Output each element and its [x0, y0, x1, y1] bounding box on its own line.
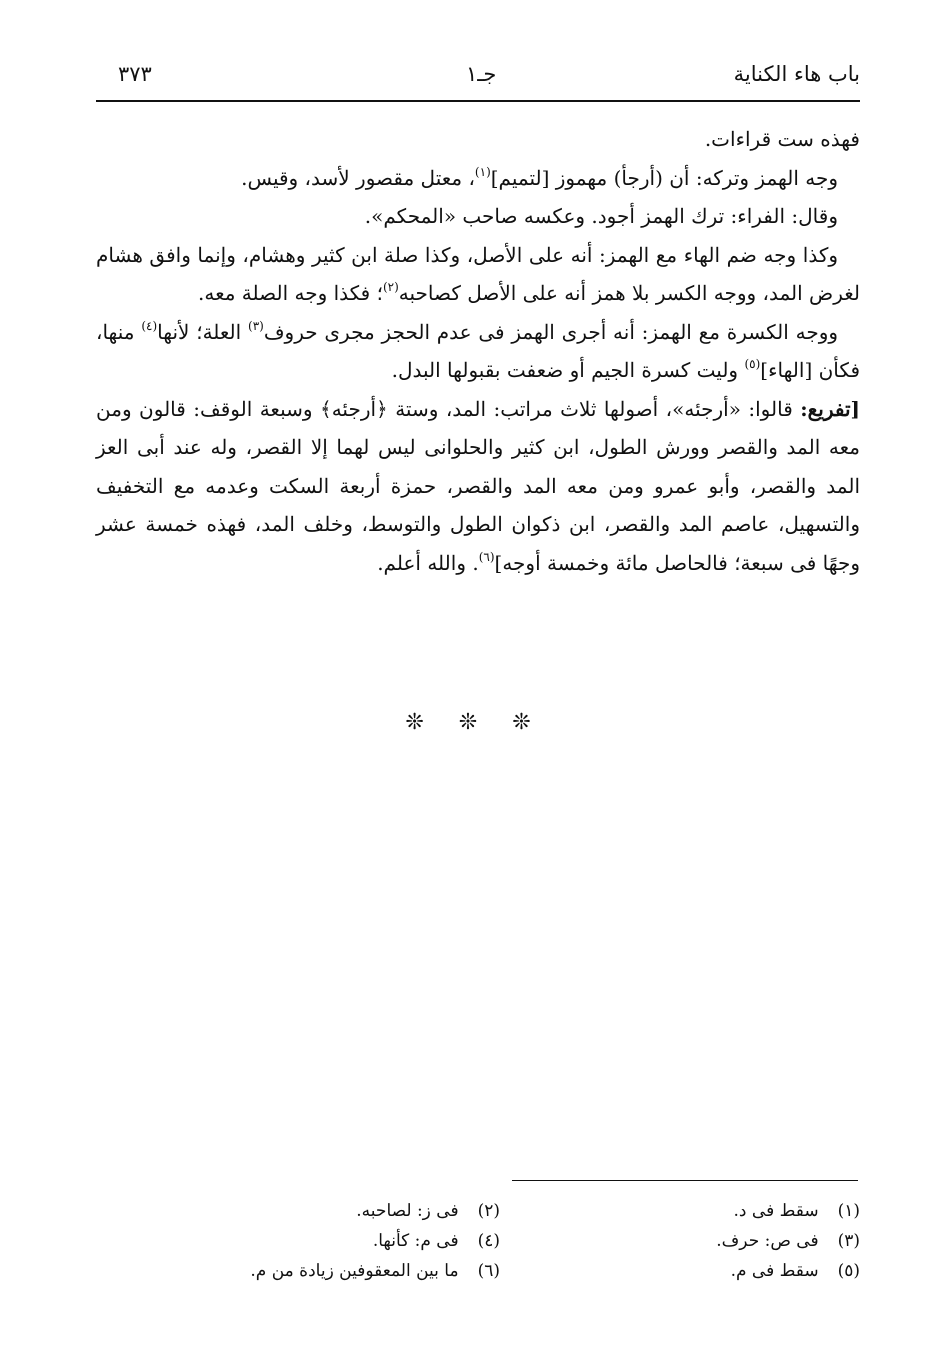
- footnote-divider: [512, 1180, 858, 1181]
- footnotes: [220, 1198, 860, 1284]
- volume-label: جـ١: [466, 62, 497, 86]
- chapter-title: باب هاء الكناية: [733, 62, 860, 86]
- footnote-ref: (٢): [382, 280, 399, 294]
- footnote-ref: (٤): [141, 318, 158, 333]
- section-label: [تفريع:: [800, 396, 860, 421]
- paragraph: وقال: الفراء: ترك الهمز أجود. وعكسه صاحب «المحكم».: [364, 204, 838, 228]
- paragraph: ووجه الكسرة مع الهمز: أنه أجرى الهمز فى عدم الحجز مجرى حروف$^{(٣)}$ العلة؛ لأنها$^{(٤)}$ منها، فكأن [الهاء]$^{(٥)}$ وليت كسرة الجيم أو ضعفت بقبولها البدل.: [96, 318, 860, 382]
- footnote-ref: (١): [474, 164, 491, 179]
- footnote: (٥) سقط فى م.: [730, 1261, 860, 1281]
- ornament-icon: ❊: [458, 710, 478, 735]
- paragraph: فهذه ست قراءات.: [704, 127, 860, 151]
- paragraph: وجه الهمز وتركه: أن (أرجأ) مهموز [لتميم]$^{(١)}$، معتل مقصور لأسد، وقيس.: [241, 164, 838, 190]
- footnote-ref: (٥): [744, 357, 761, 371]
- ornament-icon: ❊: [512, 710, 531, 735]
- ornament-icon: ❊: [405, 710, 424, 735]
- main-text: [96, 120, 860, 582]
- footnote-ref: (٣): [248, 318, 264, 333]
- footnote-ref: (٦): [478, 549, 495, 564]
- footnote: (٢) فى ز: لصاحبه.: [356, 1201, 500, 1221]
- section-separator: [0, 710, 936, 735]
- page-number: ٣٧٣: [118, 62, 152, 86]
- paragraph: [تفريع: قالوا: «أرجئه»، أصولها ثلاث مراتب: المد، وستة ﴿أرجئه﴾ وسبعة الوقف: قالون ومن معه المد والقصر وورش الطول، ابن كثير والحلوانى ليس لهما إلا القصر، وله عند أبى العز المد والقصر، وأبو عمرو ومن معه المد والقصر، حمزة أربعة السكت وعدمه مع التخفيف والتسهيل، عاصم المد والقصر، ابن ذكوان الطول والتوسط، وخلف المد، فهذه خمسة عشر وجهًا فى سبعة؛ فالحاصل مائة وخمسة أوجه]$^{(٦)}$. والله أعلم.: [96, 396, 861, 575]
- footnote: (٤) فى م: كأنها.: [372, 1231, 500, 1251]
- paragraph: وكذا وجه ضم الهاء مع الهمز: أنه على الأصل، وكذا صلة ابن كثير وهشام، وإنما وافق هشام لغرض المد، ووجه الكسر بلا همز أنه على الأصل كصاحبه$^{(٢)}$؛ فكذا وجه الصلة معه.: [96, 242, 860, 305]
- running-header: [96, 56, 860, 102]
- footnote: (٣) فى ص: حرف.: [716, 1231, 860, 1251]
- footnote: (١) سقط فى د.: [733, 1201, 860, 1221]
- footnote: (٦) ما بين المعقوفين زيادة من م.: [250, 1261, 500, 1281]
